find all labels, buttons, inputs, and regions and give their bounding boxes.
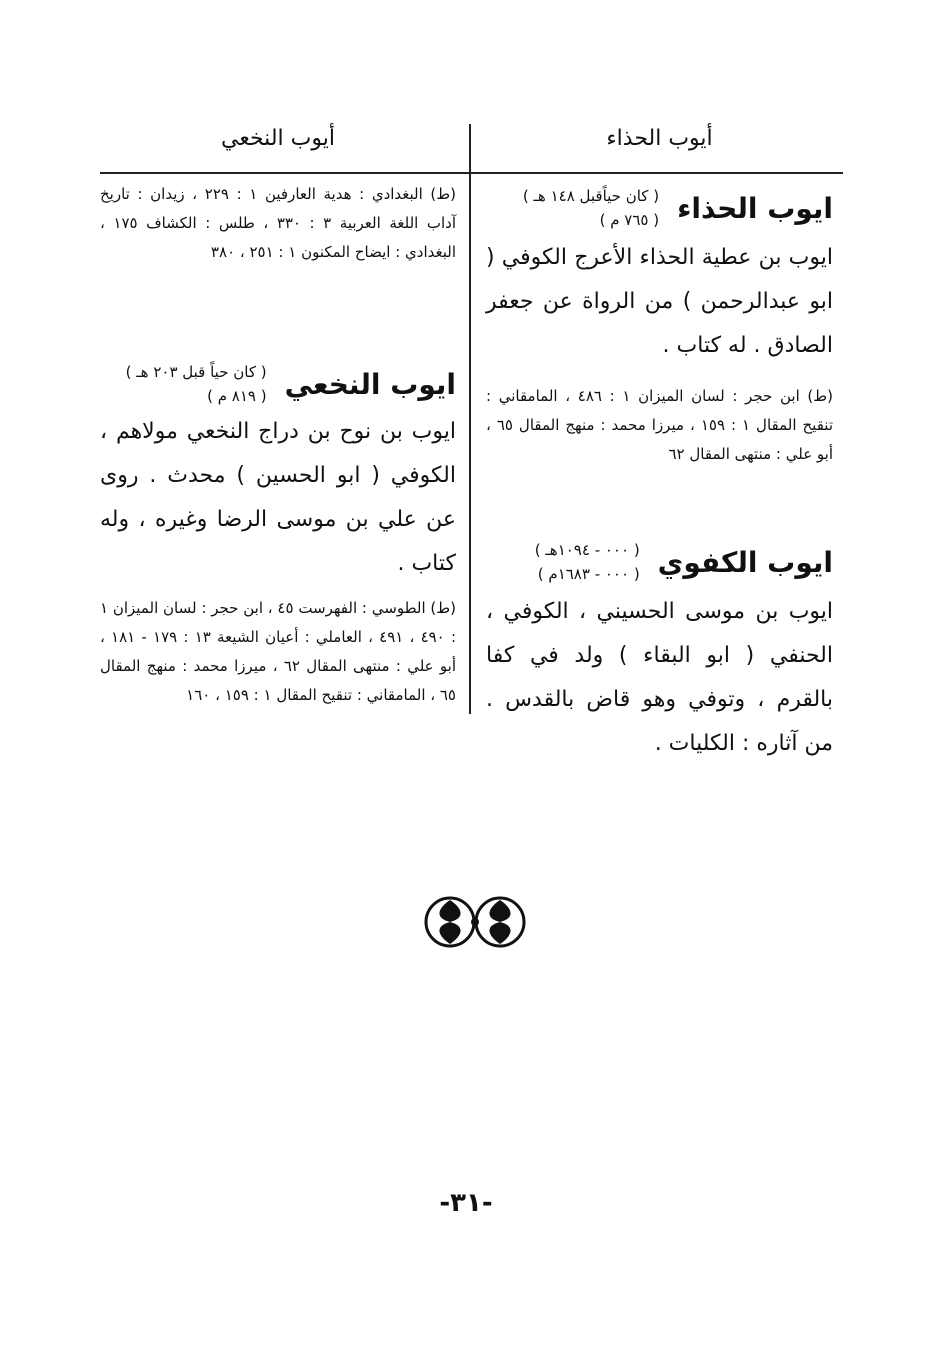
entry-body: ايوب بن عطية الحذاء الأعرج الكوفي ( ابو عبدالرحمن ) من الرواة عن جعفر الصادق . له كتاب . bbox=[486, 245, 833, 358]
column-divider bbox=[469, 124, 471, 714]
entry-header-nakhai bbox=[100, 360, 456, 408]
entry-dates bbox=[523, 184, 659, 232]
decorative-ornament-icon bbox=[420, 894, 530, 950]
entry-references: (ط) البغدادي : هدية العارفين ١ : ٢٢٩ ، زيدان : تاريخ آداب اللغة العربية ٣ : ٣٣٠ ، طلس : الكشاف ١٧٥ ، البغدادي : ايضاح المكنون ١ : ٢٥١ ، ٣٨٠ bbox=[100, 185, 456, 261]
date-gregorian: ( ٧٦٥ م ) bbox=[599, 211, 660, 229]
entry-header-kafawi bbox=[486, 538, 833, 586]
entry-name: ايوب الكفوي bbox=[657, 545, 833, 579]
page-number: -٣١- bbox=[439, 1188, 493, 1218]
right-column bbox=[486, 184, 833, 469]
entry-body: ايوب بن موسى الحسيني ، الكوفي ، الحنفي ( ابو البقاء ) ولد في كفا بالقرم ، وتوفي وهو قاض بالقدس . من آثاره : الكليات . bbox=[486, 599, 833, 756]
entry-name: ايوب الحذاء bbox=[677, 191, 833, 225]
entry-body: ايوب بن نوح بن دراج النخعي مولاهم ، الكوفي ( ابو الحسين ) محدث . روى عن علي بن موسى الرضا وغيره ، وله كتاب . bbox=[100, 419, 456, 576]
entry-references: (ط) الطوسي : الفهرست ٤٥ ، ابن حجر : لسان الميزان ١ : ٤٩٠ ، ٤٩١ ، العاملي : أعيان الشيعة ١٣ : ١٧٩ - ١٨١ ، أبو علي : منتهى المقال ٦٢ ، ميرزا محمد : منهج المقال ٦٥ ، المامقاني : تنقيح المقال ١ : ١٥٩ ، ١٦٠ bbox=[100, 599, 457, 704]
date-hijri: ( ٠٠٠ - ١٠٩٤هـ ) bbox=[534, 541, 640, 559]
date-hijri: ( كان حياًقبل ١٤٨ هـ ) bbox=[522, 187, 660, 205]
entry-references: (ط) ابن حجر : لسان الميزان ١ : ٤٨٦ ، المامقاني : تنقيح المقال ١ : ١٥٩ ، ميرزا محمد : منهج المقال ٦٥ ، أبو علي : منتهى المقال ٦٢ bbox=[486, 387, 833, 463]
entry-dates bbox=[535, 538, 640, 586]
date-hijri: ( كان حياً قبل ٢٠٣ هـ ) bbox=[125, 363, 267, 381]
left-column-entry bbox=[100, 360, 456, 710]
left-column-top-references bbox=[100, 180, 456, 267]
date-gregorian: ( ٨١٩ م ) bbox=[207, 387, 267, 405]
entry-name: ايوب النخعي bbox=[284, 367, 456, 401]
header-rule bbox=[100, 172, 843, 174]
entry-dates bbox=[126, 360, 267, 408]
right-column-title: أيوب الحذاء bbox=[606, 126, 713, 151]
entry-header-hadha bbox=[486, 184, 833, 232]
date-gregorian: ( ٠٠٠ - ١٦٨٣م ) bbox=[537, 565, 640, 583]
left-column-title: أيوب النخعي bbox=[221, 126, 335, 151]
right-column-entry2 bbox=[486, 538, 833, 766]
